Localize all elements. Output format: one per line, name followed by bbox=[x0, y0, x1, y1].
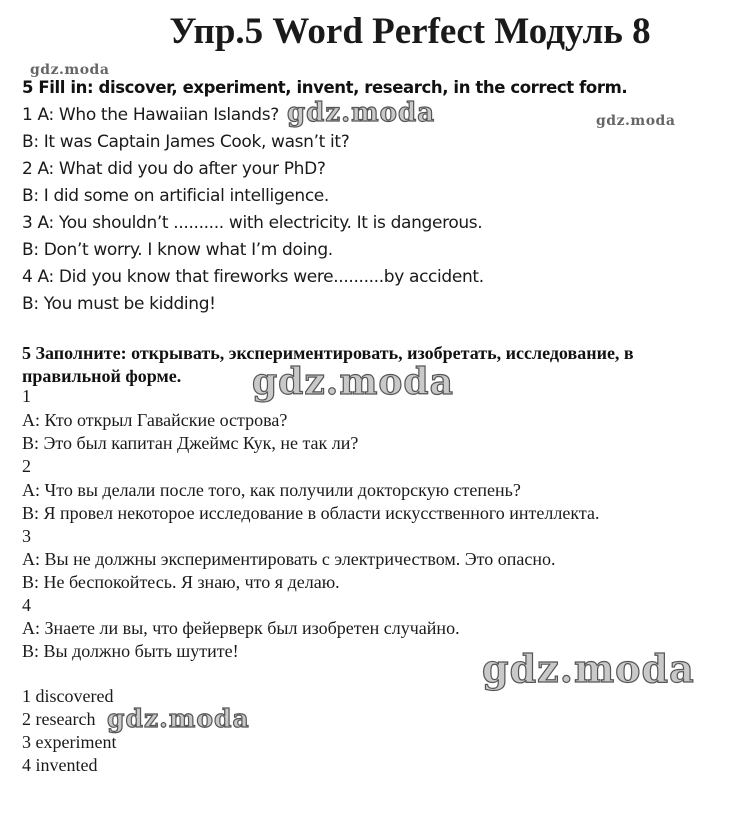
watermark-small-top-left: gdz.moda bbox=[30, 62, 110, 78]
russian-line-12: B: Вы должно быть шутите! bbox=[22, 641, 239, 661]
russian-line-5: A: Что вы делали после того, как получили докторскую степень? bbox=[22, 480, 521, 500]
english-heading: 5 Fill in: discover, experiment, invent, research, in the correct form. bbox=[22, 78, 628, 97]
russian-heading-line-2: правильной форме. bbox=[22, 366, 182, 386]
answer-3: 3 experiment bbox=[22, 732, 117, 752]
english-line-2: B: It was Captain James Cook, wasn’t it? bbox=[22, 132, 350, 152]
english-line-8: B: You must be kidding! bbox=[22, 294, 216, 314]
english-line-1: 1 A: Who the Hawaiian Islands? bbox=[22, 105, 279, 125]
russian-line-1: 1 bbox=[22, 386, 31, 406]
russian-line-9: B: Не беспокойтесь. Я знаю, что я делаю. bbox=[22, 572, 340, 592]
russian-line-2: A: Кто открыл Гавайские острова? bbox=[22, 410, 288, 430]
english-line-3: 2 A: What did you do after your PhD? bbox=[22, 159, 326, 179]
watermark-small-right: gdz.moda bbox=[596, 113, 676, 129]
russian-line-3: B: Это был капитан Джеймс Кук, не так ли? bbox=[22, 433, 359, 453]
russian-line-8: A: Вы не должны экспериментировать с электричеством. Это опасно. bbox=[22, 549, 556, 569]
russian-line-10: 4 bbox=[22, 595, 31, 615]
watermark-russian-heading: gdz.moda bbox=[252, 361, 454, 403]
russian-heading-line-1: 5 Заполните: открывать, экспериментировать, изобретать, исследование, в bbox=[22, 343, 634, 363]
watermark-right-large: gdz.moda bbox=[482, 646, 695, 691]
english-line-6: B: Don’t worry. I know what I’m doing. bbox=[22, 240, 333, 260]
answer-4: 4 invented bbox=[22, 755, 98, 775]
russian-line-6: B: Я провел некоторое исследование в области искусственного интеллекта. bbox=[22, 503, 600, 523]
watermark-answers: gdz.moda bbox=[107, 704, 250, 733]
answer-1: 1 discovered bbox=[22, 686, 114, 706]
page-title: Упр.5 Word Perfect Модуль 8 bbox=[169, 11, 651, 52]
answer-2: 2 research bbox=[22, 709, 96, 729]
russian-line-7: 3 bbox=[22, 526, 31, 546]
watermark-line-1: gdz.moda bbox=[287, 98, 436, 128]
english-line-5: 3 A: You shouldn’t .......... with electricity. It is dangerous. bbox=[22, 213, 483, 233]
english-line-4: B: I did some on artificial intelligence. bbox=[22, 186, 329, 206]
english-line-7: 4 A: Did you know that fireworks were..........by accident. bbox=[22, 267, 484, 287]
russian-line-4: 2 bbox=[22, 456, 31, 476]
russian-line-11: A: Знаете ли вы, что фейерверк был изобретен случайно. bbox=[22, 618, 460, 638]
